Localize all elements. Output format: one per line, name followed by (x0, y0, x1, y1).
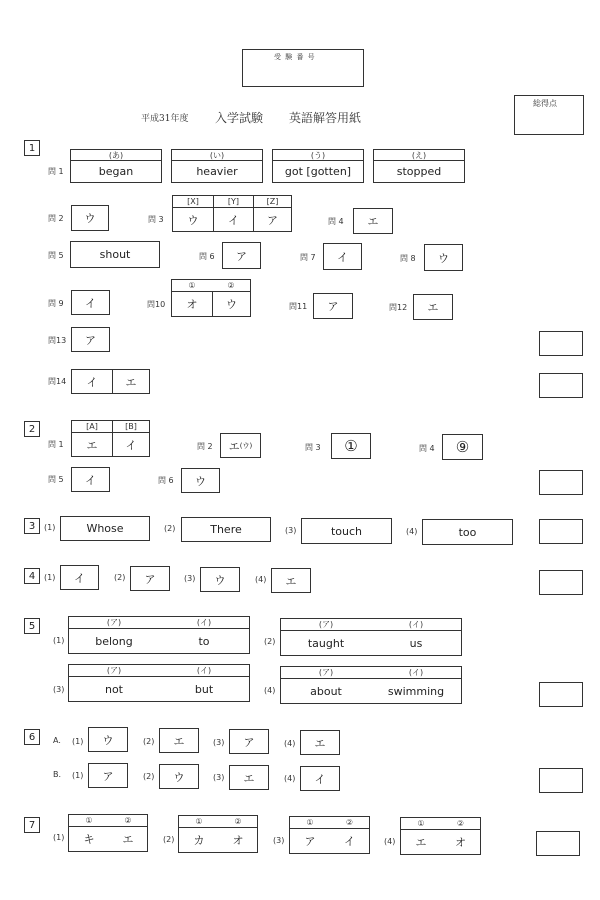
q5-1-answer-a: belong (95, 634, 133, 648)
q5-2-header-a: (ア) (281, 619, 371, 631)
q7-4-answer-1: エ (415, 836, 427, 849)
q2-2-answer-note: (ウ) (239, 441, 253, 450)
q4-2-answer-box[interactable] (130, 566, 170, 591)
q4-2-label: (2) (114, 573, 126, 582)
q6-a3-label: (3) (213, 738, 225, 747)
q1-12-label: 問12 (389, 303, 408, 312)
q5-3-header-a: (ア) (69, 665, 159, 677)
q4-3-answer: ウ (214, 573, 226, 587)
q1-8-label: 問 8 (400, 254, 416, 263)
q1-11-answer-box[interactable] (313, 293, 353, 319)
q7-3-header-2: ② (330, 817, 369, 829)
q1-7-answer: イ (337, 250, 348, 264)
q1-6-label: 問 6 (199, 252, 215, 261)
q1-5-answer: shout (99, 248, 131, 261)
q1-1-header-i: (い) (172, 150, 262, 161)
q5-2-answer-i: us (409, 636, 423, 650)
q6-b2-answer-box[interactable] (159, 764, 199, 789)
q7-1-answer-box[interactable] (68, 814, 148, 852)
q1-14-answer-2: エ (112, 370, 149, 393)
q6-a1-answer: ウ (102, 733, 114, 747)
q5-1-label: (1) (53, 636, 65, 645)
q7-4-label: (4) (384, 837, 396, 846)
q1-13-answer-box[interactable] (71, 327, 110, 352)
q6-a1-label: (1) (72, 737, 84, 746)
q7-3-answer-1: ア (304, 835, 316, 848)
q3-1-answer: Whose (86, 522, 124, 535)
q1-3-header-z: [Z] (253, 196, 291, 208)
q1-14-label: 問14 (48, 377, 67, 386)
exam-label: 入学試験 (215, 111, 264, 125)
q2-3-answer: ① (344, 437, 358, 455)
q3-3-label: (3) (285, 526, 297, 535)
q4-4-answer: エ (285, 574, 297, 588)
q1-1-label: 問 1 (48, 167, 64, 176)
q1-2-answer-box[interactable] (71, 205, 109, 231)
q1-10-answer-1: オ (186, 298, 198, 311)
q5-2-answer-a: taught (307, 636, 345, 650)
q1-12-answer-box[interactable] (413, 294, 453, 320)
q5-3-answer-i: but (194, 682, 214, 696)
q1-10-label: 問10 (147, 300, 166, 309)
q1-10-header-1: ① (172, 280, 212, 292)
q4-1-answer: イ (74, 571, 85, 585)
q6-b3-label: (3) (213, 773, 225, 782)
year-label: 平成31年度 (141, 114, 189, 124)
q7-2-header-2: ② (219, 816, 257, 828)
q2-1-label: 問 1 (48, 440, 64, 449)
q7-4-answer-2: オ (455, 836, 466, 849)
q1-14-answer-box[interactable] (71, 369, 150, 394)
q7-2-answer-box[interactable] (178, 815, 258, 853)
q6-b4-label: (4) (284, 774, 296, 783)
q4-3-answer-box[interactable] (200, 567, 240, 592)
section-2-number: 2 (24, 421, 40, 437)
q7-2-answer-2: オ (232, 834, 244, 847)
q6-a-label: A. (53, 736, 61, 745)
q5-3-label: (3) (53, 685, 65, 694)
q4-4-answer-box[interactable] (271, 568, 311, 593)
q7-3-label: (3) (273, 836, 285, 845)
q1-1-answer-box-a[interactable] (70, 149, 162, 183)
q6-b2-label: (2) (143, 772, 155, 781)
q7-4-header-1: ① (401, 818, 441, 830)
q2-2-label: 問 2 (197, 442, 213, 451)
q5-4-label: (4) (264, 686, 276, 695)
q5-1-answer-i: to (198, 634, 210, 648)
q7-2-answer-1: カ (193, 834, 205, 847)
q7-2-header-1: ① (179, 816, 219, 828)
q2-2-answer-main: エ (228, 439, 240, 453)
q5-1-answer-box[interactable] (68, 616, 250, 654)
q2-2-answer (221, 434, 260, 457)
section-7-number: 7 (24, 817, 40, 833)
section-4-subscore-box[interactable] (539, 570, 583, 595)
q6-a2-label: (2) (143, 737, 155, 746)
section-4-number: 4 (24, 568, 40, 584)
q2-4-answer-box[interactable] (442, 434, 483, 460)
q6-b3-answer: エ (243, 771, 255, 785)
q5-4-answer-a: about (310, 684, 342, 698)
q5-2-header-i: (イ) (371, 619, 461, 631)
q4-4-label: (4) (255, 575, 267, 584)
q7-1-answer-2: エ (122, 833, 134, 846)
q6-b1-answer: ア (102, 769, 114, 783)
q6-a3-answer-box[interactable] (229, 729, 269, 754)
q1-1-header-a: (あ) (71, 150, 161, 161)
section-6-subscore-box[interactable] (539, 768, 583, 793)
q4-3-label: (3) (184, 574, 196, 583)
q5-4-answer-box[interactable] (280, 666, 462, 704)
q1-1-answer-u: got [gotten] (284, 165, 352, 178)
q7-4-answer-box[interactable] (400, 817, 481, 855)
q6-b4-answer-box[interactable] (300, 766, 340, 791)
sheet-title: 英語解答用紙 (289, 111, 362, 125)
q5-2-label: (2) (264, 637, 276, 646)
q6-a4-answer: エ (314, 736, 326, 750)
q1-3-answer-z: ア (253, 208, 291, 231)
q1-4-answer-box[interactable] (353, 208, 393, 234)
q3-2-answer: There (210, 523, 242, 536)
q5-4-answer-i: swimming (387, 684, 445, 698)
q1-10-header-2: ② (212, 280, 250, 292)
q5-1-header-i: (イ) (159, 617, 249, 629)
q1-1-answer-a: began (98, 165, 134, 178)
q3-1-answer-box[interactable] (60, 516, 150, 541)
section-5-number: 5 (24, 618, 40, 634)
q2-1-answer-box[interactable] (71, 420, 150, 457)
q1-1-answer-box-e[interactable] (373, 149, 465, 183)
q6-a2-answer-box[interactable] (159, 728, 199, 753)
q6-a1-answer-box[interactable] (88, 727, 128, 752)
section-3-subscore-box[interactable] (539, 519, 583, 544)
section-2-subscore-box[interactable] (539, 470, 583, 495)
q5-3-header-i: (イ) (159, 665, 249, 677)
q1-9-label: 問 9 (48, 299, 64, 308)
q5-3-answer-box[interactable] (68, 664, 250, 702)
q1-8-answer: ウ (438, 251, 449, 265)
exam-number-label: 受 験 番 号 (274, 53, 316, 61)
q1-1-answer-box-u[interactable] (272, 149, 364, 183)
q3-4-answer-box[interactable] (422, 519, 513, 545)
section-6-number: 6 (24, 729, 40, 745)
q1-5-label: 問 5 (48, 251, 64, 260)
q6-b1-answer-box[interactable] (88, 763, 128, 788)
q2-1-answer-b: イ (112, 433, 149, 456)
q3-1-label: (1) (44, 523, 56, 532)
q1-2-answer: ウ (84, 212, 96, 225)
q5-4-header-a: (ア) (281, 667, 371, 679)
q2-5-label: 問 5 (48, 475, 64, 484)
q1-3-answer-box[interactable] (172, 195, 292, 232)
q4-1-label: (1) (44, 573, 56, 582)
q2-6-answer-box[interactable] (181, 468, 220, 493)
q1-10-answer-box[interactable] (171, 279, 251, 317)
q5-2-answer-box[interactable] (280, 618, 462, 656)
q4-1-answer-box[interactable] (60, 565, 99, 590)
q6-a3-answer: ア (243, 735, 255, 749)
q2-5-answer-box[interactable] (71, 467, 110, 492)
q1-3-label: 問 3 (148, 215, 164, 224)
q1-3-answer-x: ウ (187, 213, 199, 227)
q1-6-answer: ア (236, 249, 247, 263)
q6-b4-answer: イ (314, 772, 326, 786)
section-1-subscore-box-2[interactable] (539, 373, 583, 398)
q2-6-label: 問 6 (158, 476, 174, 485)
section-1-subscore-box-1[interactable] (539, 331, 583, 356)
q1-13-label: 問13 (48, 336, 67, 345)
q1-1-header-e: (え) (374, 150, 464, 161)
q3-2-label: (2) (164, 524, 176, 533)
q1-10-answer-2: ウ (212, 292, 250, 316)
q1-1-answer-box-i[interactable] (171, 149, 263, 183)
section-5-subscore-box[interactable] (539, 682, 583, 707)
total-score-label: 総得点 (533, 99, 557, 108)
section-3-number: 3 (24, 518, 40, 534)
q1-3-header-y: [Y] (213, 196, 253, 208)
q1-8-answer-box[interactable] (424, 244, 463, 271)
q2-1-answer-a: エ (86, 438, 98, 452)
q6-b-label: B. (53, 770, 62, 779)
q2-3-label: 問 3 (305, 443, 321, 452)
q1-5-answer-box[interactable] (70, 241, 160, 268)
q7-3-answer-box[interactable] (289, 816, 370, 854)
q1-11-label: 問11 (289, 302, 308, 311)
q6-a4-answer-box[interactable] (300, 730, 340, 755)
section-7-subscore-box[interactable] (536, 831, 580, 856)
q6-b3-answer-box[interactable] (229, 765, 269, 790)
q2-4-answer: ⑨ (455, 438, 470, 456)
q2-2-answer-box[interactable] (220, 433, 261, 458)
q1-6-answer-box[interactable] (222, 242, 261, 269)
q1-7-label: 問 7 (300, 253, 316, 262)
q1-3-header-x: [X] (173, 196, 213, 208)
q2-6-answer: ウ (195, 474, 206, 488)
q7-2-label: (2) (163, 835, 175, 844)
q1-4-label: 問 4 (328, 217, 344, 226)
q7-3-answer-2: イ (344, 835, 355, 848)
q7-1-label: (1) (53, 833, 65, 842)
q1-9-answer-box[interactable] (71, 290, 110, 315)
q1-14-answer-1: イ (86, 375, 98, 389)
q7-1-header-1: ① (69, 815, 109, 827)
q1-2-label: 問 2 (48, 214, 64, 223)
q1-7-answer-box[interactable] (323, 243, 362, 270)
q1-1-answer-i: heavier (196, 165, 238, 178)
q5-4-header-i: (イ) (371, 667, 461, 679)
q1-1-answer-e: stopped (396, 165, 442, 178)
q2-1-header-b: [B] (112, 421, 149, 433)
section-1-number: 1 (24, 140, 40, 156)
q6-a4-label: (4) (284, 739, 296, 748)
q2-4-label: 問 4 (419, 444, 435, 453)
q7-3-header-1: ① (290, 817, 330, 829)
q3-3-answer: touch (330, 524, 363, 538)
q6-a2-answer: エ (173, 734, 185, 748)
q2-1-header-a: [A] (72, 421, 112, 433)
q6-b2-answer: ウ (173, 770, 185, 784)
q3-3-answer-box[interactable] (301, 518, 392, 544)
q3-4-answer: too (458, 525, 477, 539)
q1-13-answer: ア (85, 333, 96, 347)
q1-9-answer: イ (85, 296, 96, 310)
q6-b1-label: (1) (72, 771, 84, 780)
q7-1-header-2: ② (109, 815, 147, 827)
q5-1-header-a: (ア) (69, 617, 159, 629)
q5-3-answer-a: not (104, 682, 123, 696)
q1-1-header-u: (う) (273, 150, 363, 161)
q3-2-answer-box[interactable] (181, 517, 271, 542)
q7-4-header-2: ② (441, 818, 480, 830)
q1-4-answer: エ (367, 215, 379, 228)
q3-4-label: (4) (406, 527, 418, 536)
q1-11-answer: ア (327, 300, 339, 313)
q4-2-answer: ア (144, 572, 156, 586)
q1-3-answer-y: イ (213, 208, 253, 231)
q2-3-answer-box[interactable] (331, 433, 371, 459)
q7-1-answer-1: キ (83, 833, 95, 846)
q1-12-answer: エ (427, 301, 439, 314)
q2-5-answer: イ (85, 473, 96, 487)
